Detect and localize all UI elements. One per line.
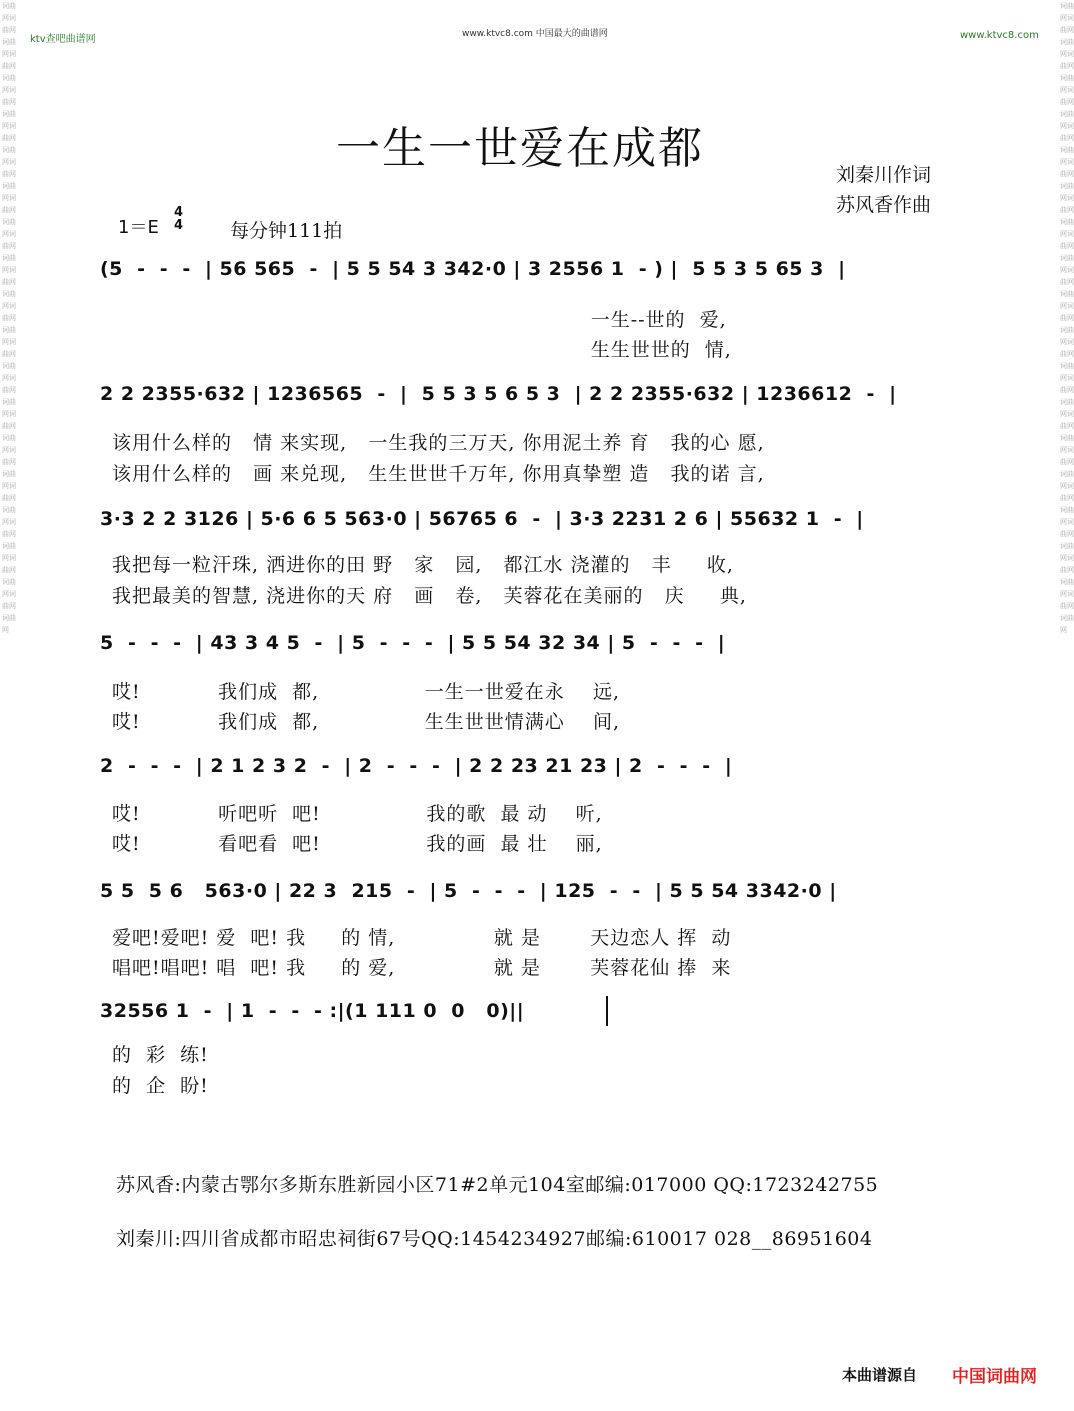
- meter-top: 4: [174, 205, 184, 220]
- lyric-row-6-verse-1: 爱吧!爱吧! 爱 吧! 我 的 情, 就 是 天边恋人 挥 动: [112, 927, 732, 949]
- composer-contact: 苏风香:内蒙古鄂尔多斯东胜新园小区71#2单元104室邮编:017000 QQ:1723242755: [116, 1174, 879, 1196]
- lyric-row-4-verse-1: 哎! 我们成 都, 一生一世爱在永 远,: [112, 681, 620, 703]
- site-banner: www.ktvc8.com 中国最大的曲谱网: [462, 29, 608, 39]
- site-name-left: ktv查吧曲谱网: [30, 34, 96, 45]
- watermark-right: 词曲网词曲网词曲网词曲网词曲网词曲网词曲网词曲网词曲网词曲网词曲网词曲网词曲网词曲网词曲网词曲网词曲网词曲网词曲网词曲网词曲网词曲网词曲网词曲网词曲网词曲网词曲网词曲网词曲网词曲网词曲网词曲网词曲网词曲网词曲网: [1060, 2, 1074, 634]
- song-title: 一生一世爱在成都: [336, 123, 704, 174]
- time-signature: [174, 206, 183, 232]
- lyricist-contact: 刘秦川:四川省成都市昭忠祠街67号QQ:1454234927邮编:610017 028__86951604: [116, 1228, 873, 1250]
- notation-row-5: 2 - - - | 2 1 2 3 2 - | 2 - - - | 2 2 23 21 23 | 2 - - - |: [100, 755, 733, 777]
- lyric-row-1-verse-2: 生生世世的 情,: [112, 339, 732, 361]
- notation-row-3: 3·3 2 2 3126 | 5·6 6 5 563·0 | 56765 6 - | 3·3 2231 2 6 | 55632 1 - |: [100, 508, 864, 530]
- site-url-right: www.ktvc8.com: [960, 30, 1039, 41]
- watermark-left: 词曲网词曲网词曲网词曲网词曲网词曲网词曲网词曲网词曲网词曲网词曲网词曲网词曲网词曲网词曲网词曲网词曲网词曲网词曲网词曲网词曲网词曲网词曲网词曲网词曲网词曲网词曲网词曲网词曲网词曲网词曲网词曲网词曲网词曲网词曲网: [2, 2, 16, 634]
- lyric-row-1-verse-1: 一生--世的 爱,: [112, 309, 727, 331]
- lyric-row-4-verse-2: 哎! 我们成 都, 生生世世情满心 间,: [112, 711, 620, 733]
- source-site-link[interactable]: 中国词曲网: [952, 1367, 1037, 1387]
- tempo-marking: 每分钟111拍: [230, 220, 343, 242]
- meter-bottom: 4: [174, 218, 184, 233]
- lyric-row-6-verse-2: 唱吧!唱吧! 唱 吧! 我 的 爱, 就 是 芙蓉花仙 捧 来: [112, 957, 732, 979]
- notation-row-1: (5 - - - | 56 565 - | 5 5 54 3 342·0 | 3 2556 1 - ) | 5 5 3 5 65 3 |: [100, 258, 846, 280]
- notation-row-7: 32556 1 - | 1 - - - :|(1 111 0 0 0)||: [100, 1000, 525, 1022]
- notation-row-4: 5 - - - | 43 3 4 5 - | 5 - - - | 5 5 54 32 34 | 5 - - - |: [100, 632, 726, 654]
- notation-row-2: 2 2 2355·632 | 1236565 - | 5 5 3 5 6 5 3 | 2 2 2355·632 | 1236612 - |: [100, 383, 897, 405]
- source-label: 本曲谱源自: [842, 1366, 918, 1384]
- lyric-row-3-verse-1: 我把每一粒汗珠, 洒进你的田 野 家 园, 都江水 浇灌的 丰 收,: [112, 554, 734, 576]
- lyric-row-3-verse-2: 我把最美的智慧, 浇进你的天 府 画 卷, 芙蓉花在美丽的 庆 典,: [112, 585, 747, 607]
- lyric-row-5-verse-1: 哎! 听吧听 吧! 我的歌 最 动 听,: [112, 803, 603, 825]
- lyric-row-7-verse-1: 的 彩 练!: [112, 1044, 209, 1066]
- lyric-row-7-verse-2: 的 企 盼!: [112, 1075, 209, 1097]
- lyric-row-5-verse-2: 哎! 看吧看 吧! 我的画 最 壮 丽,: [112, 833, 603, 855]
- final-barline: [606, 996, 608, 1026]
- composer-credit: 苏风香作曲: [836, 194, 932, 216]
- lyric-row-2-verse-2: 该用什么样的 画 来兑现, 生生世世千万年, 你用真挚塑 造 我的诺 言,: [112, 463, 765, 485]
- notation-row-6: 5 5 5 6 563·0 | 22 3 215 - | 5 - - - | 125 - - | 5 5 54 3342·0 |: [100, 880, 837, 902]
- key-signature: 1＝E: [118, 217, 159, 238]
- lyric-row-2-verse-1: 该用什么样的 情 来实现, 一生我的三万天, 你用泥土养 育 我的心 愿,: [112, 432, 765, 454]
- lyricist-credit: 刘秦川作词: [836, 164, 932, 186]
